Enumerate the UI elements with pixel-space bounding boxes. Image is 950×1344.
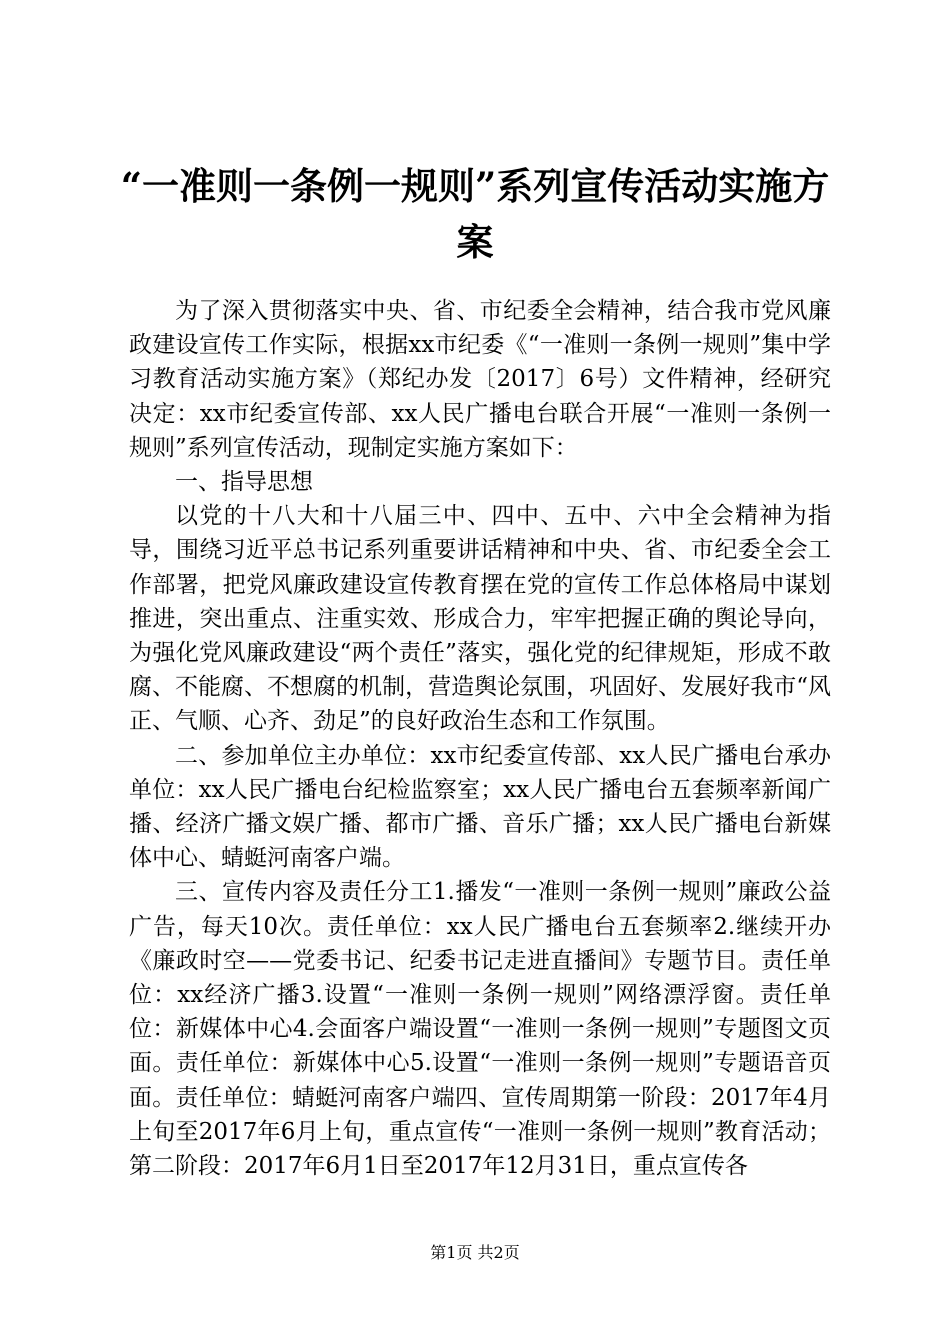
section-heading-guiding-ideology: 一、指导思想 <box>175 469 313 496</box>
page-footer: 第1页 共2页 <box>430 1243 520 1262</box>
document-body <box>129 294 831 1183</box>
paragraph-guiding-ideology: 以党的十八大和十八届三中、四中、五中、六中全会精神为指导，围绕习近平总书记系列重要讲话精神和中央、省、市纪委全会工作部署，把党风廉政建设宣传教育摆在党的宣传工作总体格局中谋划推进，突出重点、注重实效、形成合力，牢牢把握正确的舆论导向，为强化党风廉政建设“两个责任”落实，强化党的纪律规矩，形成不敢腐、不能腐、不想腐的机制，营造舆论氛围，巩固好、发展好我市“风正、气顺、心齐、劲足”的良好政治生态和工作氛围。 <box>129 503 831 735</box>
paragraph-intro: 为了深入贯彻落实中央、省、市纪委全会精神，结合我市党风廉政建设宣传工作实际，根据xx市纪委《“一准则一条例一规则”集中学习教育活动实施方案》（郑纪办发〔2017〕6号）文件精神，经研究决定：xx市纪委宣传部、xx人民广播电台联合开展“一准则一条例一规则”系列宣传活动，现制定实施方案如下： <box>129 298 831 461</box>
paragraph-content-and-responsibilities: 三、宣传内容及责任分工1.播发“一准则一条例一规则”廉政公益广告，每天10次。责任单位：xx人民广播电台五套频率2.继续开办《廉政时空——党委书记、纪委书记走进直播间》专题节目。责任单位：xx经济广播3.设置“一准则一条例一规则”网络漂浮窗。责任单位：新媒体中心4.会面客户端设置“一准则一条例一规则”专题图文页面。责任单位：新媒体中心5.设置“一准则一条例一规则”专题语音页面。责任单位：蜻蜓河南客户端四、宣传周期第一阶段：2017年4月上旬至2017年6月上旬，重点宣传“一准则一条例一规则”教育活动；第二阶段：2017年6月1日至2017年12月31日，重点宣传各 <box>129 879 831 1180</box>
document-title: “一准则一条例一规则”系列宣传活动实施方案 <box>120 164 830 264</box>
paragraph-participating-units: 二、参加单位主办单位：xx市纪委宣传部、xx人民广播电台承办单位：xx人民广播电台纪检监察室；xx人民广播电台五套频率新闻广播、经济广播文娱广播、都市广播、音乐广播；xx人民广播电台新媒体中心、蜻蜓河南客户端。 <box>129 742 831 872</box>
